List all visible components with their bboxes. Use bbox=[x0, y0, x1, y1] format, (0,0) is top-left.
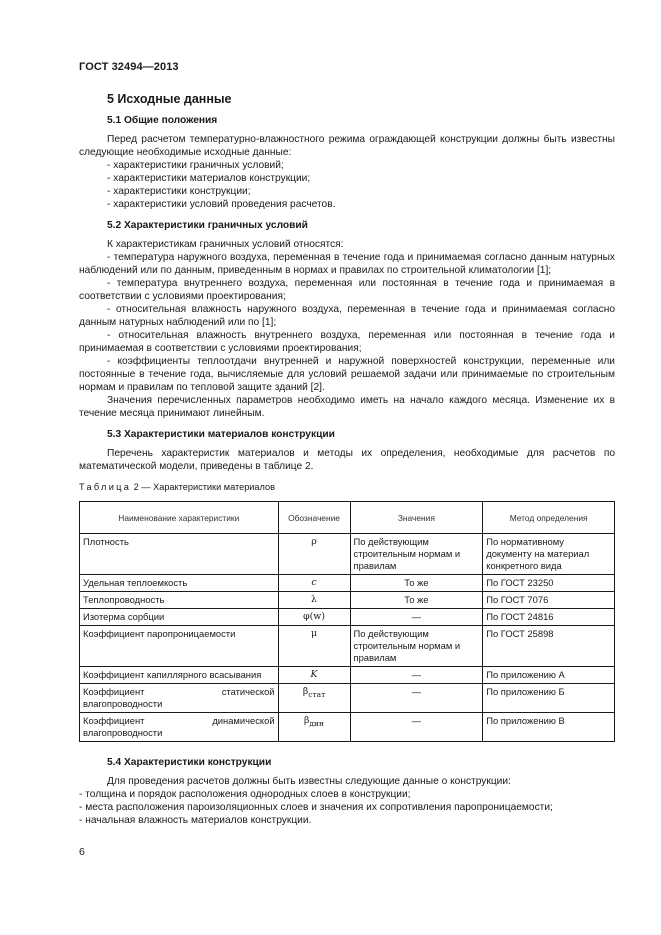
cell-method: По приложению А bbox=[483, 667, 615, 684]
table-row bbox=[80, 609, 615, 626]
section-5-2-title: 5.2 Характеристики граничных условий bbox=[107, 220, 308, 231]
list-item: - характеристики материалов конструкции; bbox=[107, 173, 311, 184]
section-5-3-intro: Перечень характеристик материалов и методы их определения, необходимые для расчетов по математической модели, приведены в таблице 2. bbox=[79, 448, 615, 472]
list-item: - температура наружного воздуха, переменная в течение года и принимаемая согласно данным натурных наблюдений или по данным, приведенным в нормах и правилах по строительной климатологии [1]; bbox=[79, 252, 615, 276]
cell-value: По действующим строительным нормам и правилам bbox=[350, 534, 483, 575]
table-header-row bbox=[80, 502, 615, 534]
table-row bbox=[80, 684, 615, 713]
section-5-2-outro: Значения перечисленных параметров необходимо иметь на начало каждого месяца. Изменение их в течение месяца принимают линейным. bbox=[79, 395, 615, 419]
section-5-3-title: 5.3 Характеристики материалов конструкции bbox=[107, 429, 335, 440]
cell-symbol: φ(w) bbox=[278, 609, 350, 626]
cell-symbol: K bbox=[278, 667, 350, 684]
cell-name: Коэффициент статической влагопроводности bbox=[80, 684, 279, 713]
cell-symbol: ρ bbox=[278, 534, 350, 575]
table-row bbox=[80, 575, 615, 592]
list-item: - начальная влажность материалов конструкции. bbox=[79, 815, 312, 826]
symbol-base: β bbox=[302, 686, 309, 697]
column-header-symbol: Обозначение bbox=[278, 502, 350, 534]
cell-method: По ГОСТ 7076 bbox=[483, 592, 615, 609]
column-header-value: Значения bbox=[350, 502, 483, 534]
section-5-2-intro: К характеристикам граничных условий относятся: bbox=[107, 239, 344, 250]
cell-name: Изотерма сорбции bbox=[80, 609, 279, 626]
table-row bbox=[80, 667, 615, 684]
page-number: 6 bbox=[79, 846, 85, 858]
page-content bbox=[79, 92, 615, 827]
cell-method: По приложению Б bbox=[483, 684, 615, 713]
cell-symbol: μ bbox=[278, 626, 350, 667]
table-caption-word: Таблица bbox=[79, 482, 132, 492]
symbol-subscript: дин bbox=[309, 718, 325, 728]
cell-symbol bbox=[278, 684, 350, 713]
list-item: - места расположения пароизоляционных слоев и значения их сопротивления паропроницаемости; bbox=[79, 802, 553, 813]
cell-method: По ГОСТ 25898 bbox=[483, 626, 615, 667]
table-row bbox=[80, 592, 615, 609]
list-item: - относительная влажность внутреннего воздуха, переменная или постоянная в течение года и принимаемая в соответствии с условиями проектирования; bbox=[79, 330, 615, 354]
symbol-base: β bbox=[304, 715, 310, 726]
table-row bbox=[80, 713, 615, 742]
symbol-subscript: стат bbox=[308, 689, 326, 699]
cell-name: Коэффициент динамической влагопроводности bbox=[80, 713, 279, 742]
cell-name: Теплопроводность bbox=[80, 592, 279, 609]
table-row bbox=[80, 626, 615, 667]
cell-symbol: c bbox=[278, 575, 350, 592]
document-code: ГОСТ 32494—2013 bbox=[79, 61, 179, 73]
list-item: - толщина и порядок расположения однородных слоев в конструкции; bbox=[79, 789, 411, 800]
list-item: - температура внутреннего воздуха, переменная или постоянная в течение года и принимаемая в соответствии с условиями проектирования; bbox=[79, 278, 615, 302]
list-item: - характеристики условий проведения расчетов. bbox=[107, 199, 336, 210]
materials-table bbox=[79, 501, 615, 742]
table-row bbox=[80, 534, 615, 575]
table-caption bbox=[79, 481, 615, 494]
cell-method: По нормативному документу на материал конкретного вида bbox=[483, 534, 615, 575]
section-5-title: 5 Исходные данные bbox=[107, 92, 232, 106]
column-header-method: Метод определения bbox=[483, 502, 615, 534]
list-item: - характеристики конструкции; bbox=[107, 186, 251, 197]
cell-name: Плотность bbox=[80, 534, 279, 575]
table-caption-text: 2 — Характеристики материалов bbox=[131, 482, 275, 492]
cell-symbol: λ bbox=[278, 592, 350, 609]
cell-method: По ГОСТ 23250 bbox=[483, 575, 615, 592]
list-item: - характеристики граничных условий; bbox=[107, 160, 284, 171]
cell-value: — bbox=[350, 667, 483, 684]
cell-name: Коэффициент паропроницаемости bbox=[80, 626, 279, 667]
cell-symbol bbox=[278, 713, 350, 742]
cell-name: Коэффициент капиллярного всасывания bbox=[80, 667, 279, 684]
section-5-1-intro: Перед расчетом температурно-влажностного режима ограждающей конструкции должны быть известны следующие необходимые исходные данные: bbox=[79, 134, 615, 158]
cell-value: — bbox=[350, 609, 483, 626]
cell-value: По действующим строительным нормам и правилам bbox=[350, 626, 483, 667]
cell-method: По ГОСТ 24816 bbox=[483, 609, 615, 626]
cell-name: Удельная теплоемкость bbox=[80, 575, 279, 592]
section-5-4-title: 5.4 Характеристики конструкции bbox=[107, 757, 272, 768]
list-item: - коэффициенты теплоотдачи внутренней и наружной поверхностей конструкции, переменные или постоянные в течение года, вычисляемые для условий решаемой задачи или принимаемые по строительным нормам и правилам по тепловой защите зданий [2]. bbox=[79, 356, 615, 393]
cell-value: — bbox=[350, 713, 483, 742]
cell-value: — bbox=[350, 684, 483, 713]
cell-value: То же bbox=[350, 592, 483, 609]
cell-value: То же bbox=[350, 575, 483, 592]
section-5-1-title: 5.1 Общие положения bbox=[107, 115, 218, 126]
section-5-4-intro: Для проведения расчетов должны быть известны следующие данные о конструкции: bbox=[107, 776, 511, 787]
column-header-name: Наименование характеристики bbox=[80, 502, 279, 534]
cell-method: По приложению В bbox=[483, 713, 615, 742]
list-item: - относительная влажность наружного воздуха, переменная в течение года и принимаемая согласно данным натурных наблюдений или по [1]; bbox=[79, 304, 615, 328]
